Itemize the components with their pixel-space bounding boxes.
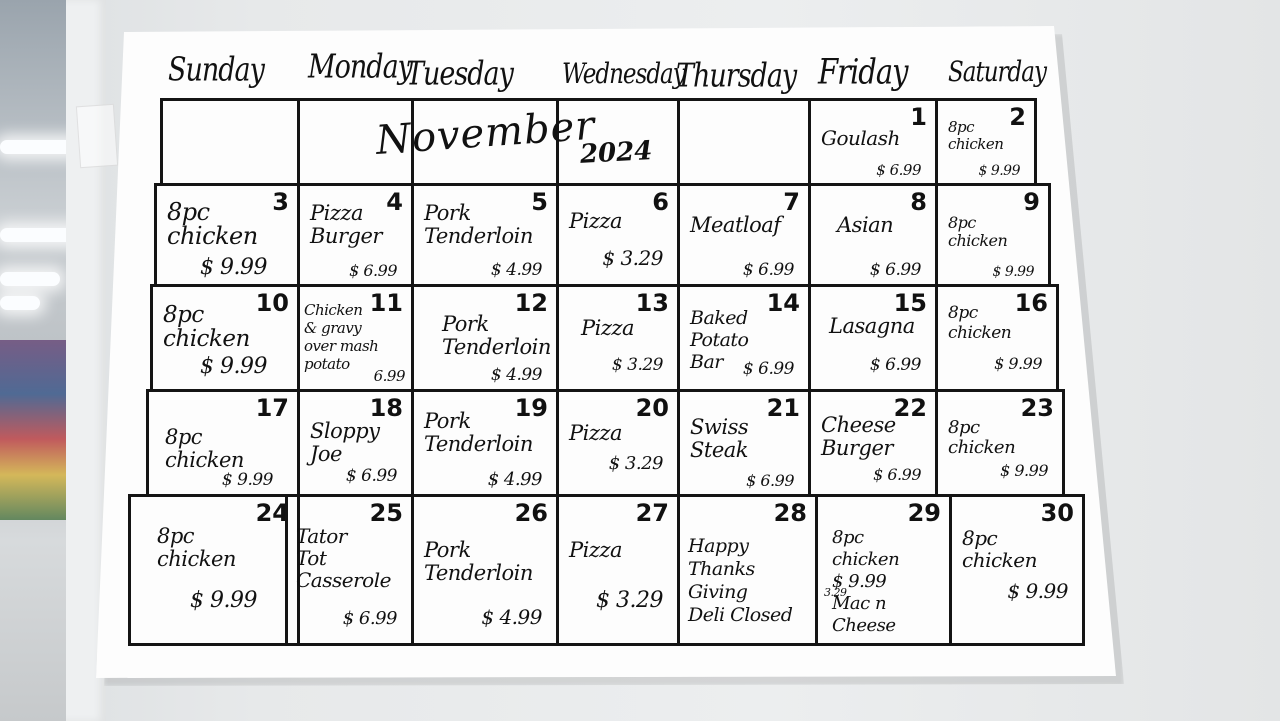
menu-price: $ 9.99: [200, 255, 267, 280]
calendar-day: [949, 494, 1085, 646]
day-number: 16: [1014, 289, 1048, 317]
calendar-day: [808, 284, 938, 392]
menu-item: 8pc chicken: [163, 302, 250, 352]
menu-price: $ 6.99: [349, 261, 397, 280]
weekday-saturday: Saturday: [948, 56, 1046, 88]
menu-price: $ 9.99: [190, 588, 257, 613]
weekday-sunday: Sunday: [168, 51, 264, 89]
calendar-day: [808, 183, 938, 287]
menu-item: 8pc chicken: [157, 524, 236, 571]
weekday-monday: Monday: [308, 48, 412, 86]
menu-price: $ 6.99: [876, 161, 921, 179]
menu-price: $ 6.99: [869, 260, 921, 280]
menu-price: $ 9.99: [1000, 461, 1048, 480]
menu-price: $ 4.99: [487, 469, 542, 490]
day-number: 2: [1009, 103, 1026, 131]
menu-price: $ 6.99: [869, 355, 921, 375]
menu-item: 8pc chicken: [948, 303, 1012, 343]
menu-item: Pizza: [569, 538, 622, 562]
day-number: 22: [893, 394, 927, 422]
year-title: 2024: [579, 136, 654, 170]
menu-item: Chicken & gravy over mash potato: [304, 301, 379, 373]
menu-item: Pizza: [581, 316, 634, 340]
menu-item: Meatloaf: [690, 213, 781, 237]
calendar-day: [411, 389, 559, 497]
menu-item: Asian: [837, 213, 894, 237]
menu-price: $ 9.99: [221, 470, 273, 490]
menu-price: $ 3.29: [611, 355, 663, 375]
calendar-day: [935, 389, 1065, 497]
menu-item: Pizza: [569, 209, 622, 233]
menu-price: $ 6.99: [345, 466, 397, 486]
menu-item: 8pc chicken: [948, 118, 1004, 153]
calendar-cell-blank: [677, 98, 811, 186]
weekday-thursday: Thursday: [676, 57, 797, 95]
mac-price: 3.29: [824, 586, 847, 599]
weekday-friday: Friday: [818, 51, 908, 92]
day-number: 1: [910, 103, 927, 131]
day-number: 21: [766, 394, 800, 422]
menu-item: Pork Tenderloin: [442, 312, 551, 359]
day-number: 23: [1020, 394, 1054, 422]
menu-price: $ 3.29: [608, 453, 663, 474]
menu-price: $ 4.99: [481, 605, 542, 629]
menu-price: $ 6.99: [873, 465, 921, 484]
menu-item: Pork Tenderloin: [424, 409, 533, 456]
day-number: 18: [369, 394, 403, 422]
day-number: 11: [369, 289, 403, 317]
menu-item: Baked Potato Bar: [690, 307, 749, 373]
menu-price: $ 6.99: [742, 260, 794, 280]
calendar-day: [815, 494, 952, 646]
calendar-day: [677, 389, 811, 497]
menu-item: Cheese Burger: [821, 413, 896, 460]
day-number: 26: [514, 499, 548, 527]
calendar-day: [677, 494, 818, 646]
calendar-day: [935, 284, 1059, 392]
calendar-day: [297, 183, 414, 287]
menu-price: $ 3.29: [602, 246, 663, 270]
menu-item: 8pc chicken: [167, 198, 258, 250]
weekday-wednesday: Wednesday: [562, 58, 685, 90]
calendar-day: [808, 389, 938, 497]
calendar-day: [556, 284, 680, 392]
menu-price: 6.99: [373, 367, 405, 385]
calendar-day: [935, 98, 1037, 186]
calendar-cell-blank: [160, 98, 300, 186]
calendar-day: [556, 389, 680, 497]
calendar-day: [935, 183, 1051, 287]
menu-item: 8pc chicken $ 9.99 Mac n Cheese: [832, 527, 900, 636]
menu-item: Swiss Steak: [690, 415, 749, 462]
menu-price: $ 3.29: [596, 588, 663, 613]
calendar-day: [411, 183, 559, 287]
calendar-day: [411, 284, 559, 392]
menu-item: Lasagna: [829, 314, 915, 338]
calendar-day: [154, 183, 300, 287]
menu-item: 8pc chicken: [948, 213, 1008, 250]
day-number: 8: [910, 188, 927, 216]
calendar-day: [150, 284, 300, 392]
calendar-day: [285, 494, 414, 646]
day-number: 24: [255, 499, 289, 527]
month-title: November: [374, 102, 597, 164]
day-number: 12: [514, 289, 548, 317]
menu-price: $ 6.99: [342, 608, 397, 629]
day-number: 3: [272, 188, 289, 216]
menu-price: $ 9.99: [978, 163, 1020, 179]
calendar-day: [677, 183, 811, 287]
day-number: 20: [635, 394, 669, 422]
menu-price: $ 6.99: [742, 359, 794, 379]
day-number: 13: [635, 289, 669, 317]
day-number: 15: [893, 289, 927, 317]
calendar-day: [556, 183, 680, 287]
day-number: 14: [766, 289, 800, 317]
calendar-day: [556, 494, 680, 646]
menu-item: Pizza: [569, 421, 622, 445]
day-number: 6: [652, 188, 669, 216]
calendar-day: [146, 389, 300, 497]
day-number: 17: [255, 394, 289, 422]
day-number: 10: [255, 289, 289, 317]
day-number: 5: [531, 188, 548, 216]
weekday-tuesday: Tuesday: [406, 55, 513, 93]
calendar-day: [808, 98, 938, 186]
menu-price: $ 6.99: [746, 471, 794, 490]
menu-price: $ 4.99: [490, 260, 542, 280]
menu-price: $ 9.99: [200, 354, 267, 379]
menu-item: 8pc chicken: [962, 526, 1038, 572]
day-number: 25: [369, 499, 403, 527]
menu-item: Sloppy Joe: [310, 419, 380, 466]
calendar-day: [297, 284, 414, 392]
menu-price: $ 9.99: [992, 264, 1034, 280]
menu-item: 8pc chicken: [948, 417, 1016, 458]
menu-item: Pork Tenderloin: [424, 538, 533, 585]
menu-item: Pizza Burger: [310, 201, 382, 248]
menu-item: Pork Tenderloin: [424, 201, 533, 248]
day-number: 19: [514, 394, 548, 422]
menu-item: Tator Tot Casserole: [296, 524, 391, 592]
menu-item: Goulash: [821, 126, 900, 150]
day-number: 7: [783, 188, 800, 216]
menu-price: $ 9.99: [1007, 579, 1068, 603]
calendar-day: [677, 284, 811, 392]
day-number: 30: [1040, 499, 1074, 527]
day-number: 4: [386, 188, 403, 216]
menu-item: 8pc chicken: [165, 425, 244, 472]
day-number: 9: [1023, 188, 1040, 216]
day-number: 28: [773, 499, 807, 527]
menu-price: $ 9.99: [994, 354, 1042, 373]
menu-price: $ 4.99: [490, 365, 542, 385]
calendar-day: [128, 494, 300, 646]
menu-item: Happy Thanks Giving Deli Closed: [688, 535, 793, 626]
calendar-day: [411, 494, 559, 646]
day-number: 27: [635, 499, 669, 527]
day-number: 29: [907, 499, 941, 527]
calendar-day: [297, 389, 414, 497]
